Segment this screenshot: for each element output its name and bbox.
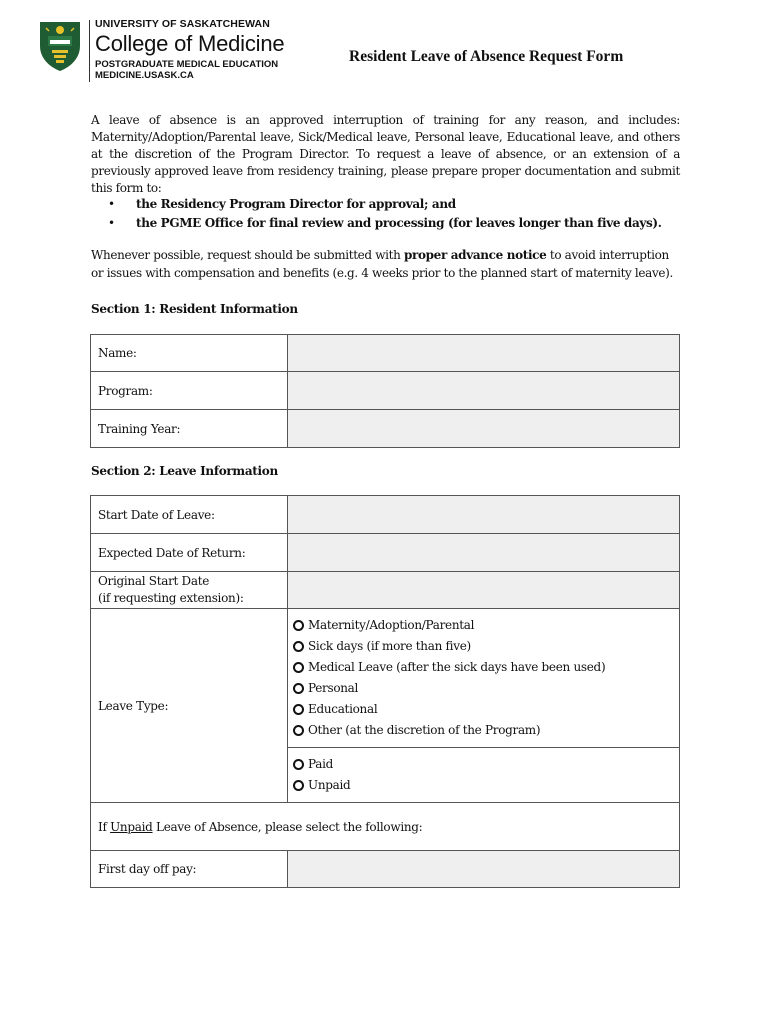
option-label: Unpaid	[308, 778, 351, 792]
office-name: POSTGRADUATE MEDICAL EDUCATION	[95, 59, 279, 70]
radio-icon[interactable]	[293, 620, 304, 631]
submission-list	[108, 195, 662, 233]
leave-option-personal[interactable]	[293, 678, 674, 699]
leave-info-table	[90, 495, 680, 888]
table-row	[91, 335, 680, 372]
program-label: Program:	[91, 372, 288, 410]
original-start-date-field[interactable]	[288, 572, 680, 609]
unpaid-text-prefix: If	[98, 819, 111, 834]
logo-divider	[89, 20, 90, 82]
start-date-label: Start Date of Leave:	[91, 496, 288, 534]
radio-icon[interactable]	[293, 641, 304, 652]
option-label: Maternity/Adoption/Parental	[308, 618, 475, 632]
resident-info-table	[90, 334, 680, 448]
unpaid-instruction	[91, 803, 680, 851]
return-date-label: Expected Date of Return:	[91, 534, 288, 572]
notice-text-bold: proper advance notice	[403, 248, 547, 262]
training-year-label: Training Year:	[91, 410, 288, 448]
notice-text-suffix: to avoid interruption or issues with compensation and benefits (e.g. 4 weeks prior to the planned start of maternity leave).	[91, 248, 673, 280]
radio-icon[interactable]	[293, 780, 304, 791]
program-field[interactable]	[288, 372, 680, 410]
table-row	[91, 803, 680, 851]
table-row	[91, 609, 680, 748]
leave-option-educational[interactable]	[293, 699, 674, 720]
first-day-off-pay-label: First day off pay:	[91, 851, 288, 888]
radio-icon[interactable]	[293, 704, 304, 715]
bullet-pgme-office: • the PGME Office for final review and processing (for leaves longer than five days).	[108, 214, 662, 233]
section1-heading: Section 1: Resident Information	[91, 302, 298, 316]
leave-option-medical[interactable]	[293, 657, 674, 678]
table-row	[91, 534, 680, 572]
pay-option-paid[interactable]	[293, 754, 674, 775]
section2-heading: Section 2: Leave Information	[91, 464, 278, 478]
option-label: Medical Leave (after the sick days have been used)	[308, 660, 606, 674]
option-label: Sick days (if more than five)	[308, 639, 471, 653]
leave-type-options	[288, 609, 680, 748]
leave-option-maternity[interactable]	[293, 615, 674, 636]
training-year-field[interactable]	[288, 410, 680, 448]
pay-option-unpaid[interactable]	[293, 775, 674, 796]
bullet-program-director: • the Residency Program Director for approval; and	[108, 195, 662, 214]
table-row	[91, 410, 680, 448]
college-name: College of Medicine	[95, 31, 285, 56]
radio-icon[interactable]	[293, 662, 304, 673]
option-label: Other (at the discretion of the Program)	[308, 723, 541, 737]
start-date-field[interactable]	[288, 496, 680, 534]
university-logo	[38, 18, 298, 88]
usask-shield-icon	[38, 20, 82, 72]
unpaid-text-suffix: Leave of Absence, please select the following:	[152, 819, 423, 834]
pay-type-options	[288, 748, 680, 803]
intro-paragraph: A leave of absence is an approved interruption of training for any reason, and includes: Maternity/Adoption/Parental leave, Sick/Medical leave, Personal leave, Educational leave, and others at the discretion of the Program Director. To request a leave of absence, or an extension of a previously approved leave from residency training, please prepare proper documentation and submit this form to:	[91, 113, 680, 195]
radio-icon[interactable]	[293, 759, 304, 770]
form-title: Resident Leave of Absence Request Form	[349, 48, 624, 65]
return-date-field[interactable]	[288, 534, 680, 572]
option-label: Educational	[308, 702, 378, 716]
table-row	[91, 372, 680, 410]
leave-option-sick-days[interactable]	[293, 636, 674, 657]
original-start-date-label-line2: (if requesting extension):	[98, 591, 244, 605]
radio-icon[interactable]	[293, 725, 304, 736]
name-label: Name:	[91, 335, 288, 372]
first-day-off-pay-field[interactable]	[288, 851, 680, 888]
name-field[interactable]	[288, 335, 680, 372]
original-start-date-label-line1: Original Start Date	[98, 574, 210, 588]
radio-icon[interactable]	[293, 683, 304, 694]
table-row	[91, 851, 680, 888]
leave-option-other[interactable]	[293, 720, 674, 741]
leave-type-label: Leave Type:	[91, 609, 288, 803]
table-row	[91, 572, 680, 609]
original-start-date-label	[91, 572, 288, 609]
option-label: Personal	[308, 681, 359, 695]
website-text: MEDICINE.USASK.CA	[95, 70, 194, 81]
option-label: Paid	[308, 757, 334, 771]
university-name: UNIVERSITY OF SASKATCHEWAN	[95, 18, 270, 30]
table-row	[91, 496, 680, 534]
notice-text-prefix: Whenever possible, request should be submitted with	[91, 248, 404, 262]
advance-notice-paragraph	[91, 246, 680, 282]
unpaid-text-underlined: Unpaid	[110, 819, 153, 834]
